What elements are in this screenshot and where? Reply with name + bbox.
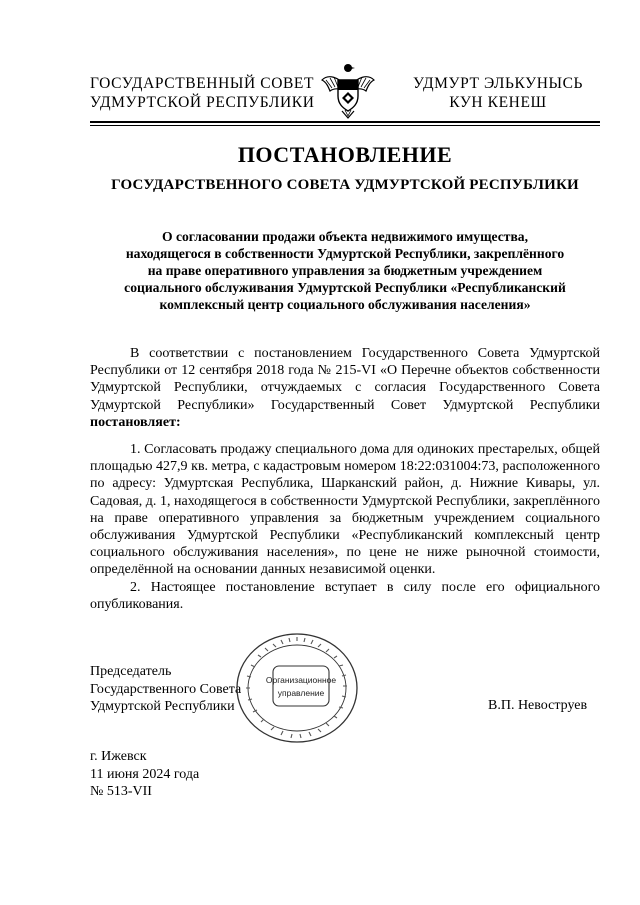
stamp-inner-line1: Организационное <box>265 675 337 685</box>
document-city: г. Ижевск <box>90 749 147 764</box>
signatory-position-line1: Председатель <box>90 664 172 679</box>
header-left-line2: УДМУРТСКОЙ РЕСПУБЛИКИ <box>90 94 315 111</box>
header-right-line1: УДМУРТ ЭЛЬКУНЫСЬ <box>412 75 584 92</box>
document-date: 11 июня 2024 года <box>90 766 200 782</box>
preamble-text: В соответствии с постановлением Государственного Совета Удмуртской Республики от 12 сентября 2018 года № 215-VI «О Перечне объектов собственности Удмуртской Республики, отчуждаемых с согласия Государственного Совета Удмуртской Республики» Государственный Совет Удмуртской Республики <box>90 346 600 413</box>
document-body <box>90 345 600 613</box>
signatory-position-line3: Удмуртской Республики <box>90 699 235 714</box>
official-stamp <box>233 630 363 748</box>
header-divider-thick <box>90 121 600 123</box>
subject-line: находящегося в собственности Удмуртской Республики, закреплённого <box>125 246 565 261</box>
stamp-inner-line2: управление <box>277 688 325 698</box>
preamble-paragraph <box>90 345 600 431</box>
document-number: № 513-VII <box>90 784 152 799</box>
document-title: ПОСТАНОВЛЕНИЕ <box>237 142 453 167</box>
signatory-name: В.П. Невоструев <box>488 698 588 713</box>
preamble-operative-word: постановляет: <box>90 414 181 430</box>
signatory-position <box>90 663 241 716</box>
subject-line: социального обслуживания Удмуртской Республики «Республиканский <box>124 280 566 295</box>
subject-line: О согласовании продажи объекта недвижимого имущества, <box>161 229 529 244</box>
header-divider-thin <box>90 125 600 126</box>
header-left <box>90 74 315 112</box>
document-footer <box>90 748 199 801</box>
item-2-paragraph: 2. Настоящее постановление вступает в силу после его официального опубликования. <box>90 579 600 612</box>
document-subtitle: ГОСУДАРСТВЕННОГО СОВЕТА УДМУРТСКОЙ РЕСПУБЛИКИ <box>111 177 579 193</box>
document-subject <box>90 228 600 313</box>
header-right-line2: КУН КЕНЕШ <box>449 94 547 111</box>
subject-line: комплексный центр социального обслуживания населения» <box>159 297 531 312</box>
subject-line: на праве оперативного управления за бюджетным учреждением <box>147 263 543 278</box>
signatory-position-line2: Государственного Совета <box>90 681 242 697</box>
item-1-paragraph: 1. Согласовать продажу специального дома для одиноких престарелых, общей площадью 427,9 кв. метра, с кадастровым номером 18:22:031004:73, расположенного по адресу: Удмуртская Республика, Шарканский район, д. Нижние Кивары, ул. Садовая, д. 1, находящегося в собственности Удмуртской Республики, закреплённого на праве оперативного управления за бюджетным учреждением социального обслуживания Удмуртской Республики «Республиканский комплексный центр социального обслуживания населения», по цене не ниже рыночной стоимости, определённой на основании данных независимой оценки. <box>90 442 600 578</box>
header-left-line1: ГОСУДАРСТВЕННЫЙ СОВЕТ <box>90 75 315 92</box>
udmurt-coat-of-arms-icon <box>320 58 376 120</box>
header-right <box>398 74 598 112</box>
